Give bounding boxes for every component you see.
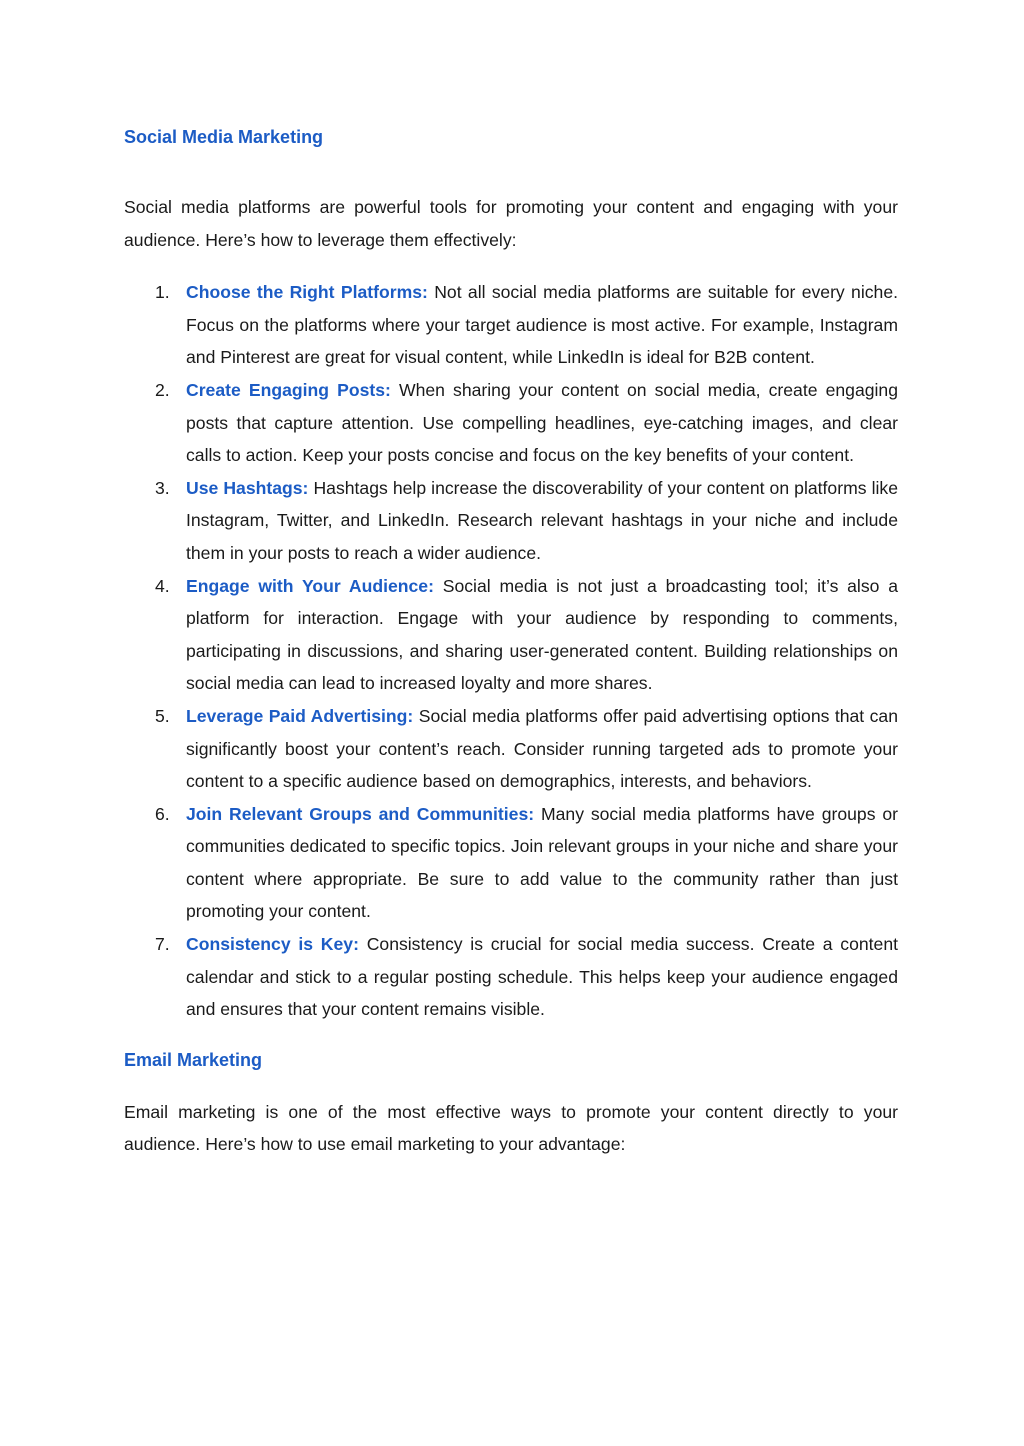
list-item — [124, 374, 898, 472]
list-term: Engage with Your Audience: — [186, 575, 434, 596]
list-item — [124, 798, 898, 928]
list-text: Hashtags help increase the discoverability of your content on platforms like Instagram, Twitter, and LinkedIn. Research relevant hashtags in your niche and include them in your posts to reach a wider audience. — [186, 477, 898, 563]
list-term: Use Hashtags: — [186, 477, 309, 498]
list-term: Consistency is Key: — [186, 934, 359, 955]
list-text: Social media platforms offer paid advertising options that can significantly boost your content’s reach. Consider running targeted ads to promote your content to a specific audience based on demographics, interests, and behaviors. — [186, 705, 898, 792]
document-page — [124, 120, 898, 1161]
section-heading-email-marketing: Email Marketing — [124, 1049, 263, 1070]
list-item — [124, 570, 898, 700]
list-number: 2. — [155, 379, 170, 400]
list-number: 6. — [155, 803, 170, 824]
section-heading-social-media: Social Media Marketing — [124, 127, 324, 147]
section-intro-email-marketing: Email marketing is one of the most effective ways to promote your content directly to your audience. Here’s how to use email marketing to your advantage: — [124, 1101, 898, 1155]
list-number: 3. — [155, 477, 170, 498]
list-text: Many social media platforms have groups or communities dedicated to specific topics. Join relevant groups in your niche and share your content where appropriate. Be sure to add value to the community rather than just promoting your content. — [186, 803, 898, 922]
list-text: Social media is not just a broadcasting tool; it’s also a platform for interaction. Engage with your audience by responding to comments, participating in discussions, and sharing user-generated content. Building relationships on social media can lead to increased loyalty and more shares. — [186, 575, 898, 694]
list-term: Leverage Paid Advertising: — [186, 705, 414, 726]
list-text: When sharing your content on social media, create engaging posts that capture attention. Use compelling headlines, eye-catching images, and clear calls to action. Keep your posts concise and focus on the key benefits of your content. — [186, 379, 898, 466]
list-item — [124, 700, 898, 798]
list-term: Create Engaging Posts: — [186, 379, 391, 400]
section-intro-social-media: Social media platforms are powerful tools for promoting your content and engaging with your audience. Here’s how to leverage them effectively: — [124, 197, 898, 250]
list-text: Not all social media platforms are suitable for every niche. Focus on the platforms where your target audience is most active. For example, Instagram and Pinterest are great for visual content, while LinkedIn is ideal for B2B content. — [186, 282, 899, 368]
list-term: Choose the Right Platforms: — [186, 282, 428, 303]
list-text: Consistency is crucial for social media success. Create a content calendar and stick to a regular posting schedule. This helps keep your audience engaged and ensures that your content remains visible. — [186, 934, 899, 1020]
list-number: 4. — [155, 575, 170, 596]
list-number: 7. — [155, 934, 170, 955]
list-number: 1. — [155, 282, 170, 303]
list-item — [124, 472, 898, 570]
list-number: 5. — [155, 705, 170, 726]
list-term: Join Relevant Groups and Communities: — [186, 803, 535, 824]
list-item — [124, 928, 898, 1026]
list-item — [124, 276, 898, 374]
numbered-list — [124, 276, 898, 1026]
